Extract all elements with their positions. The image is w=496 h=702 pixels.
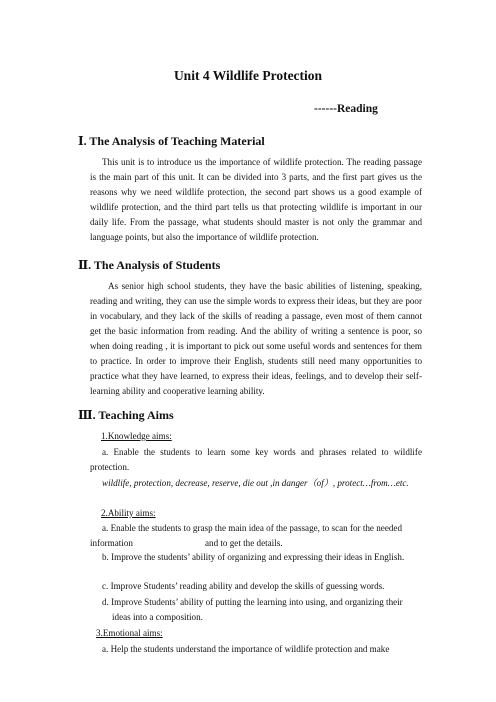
ability-aim-a-line2-start: information <box>90 538 133 548</box>
ability-aim-d-line1: d. Improve Students’ ability of putting the learning into using, and organizing their <box>102 597 403 607</box>
ability-aims-title: 2.Ability aims: <box>101 508 156 518</box>
emotional-aims-title: 3.Emotional aims: <box>96 628 163 638</box>
emotional-aim-a: a. Help the students understand the importance of wildlife protection and make <box>102 644 390 654</box>
section-heading-teaching-aims: Ⅲ. Teaching Aims <box>78 408 174 422</box>
ability-aim-a-line1: a. Enable the students to grasp the main idea of the passage, to scan for the needed <box>102 523 402 533</box>
ability-aim-d-line2: ideas into a composition. <box>112 612 203 622</box>
section-heading-students: Ⅱ. The Analysis of Students <box>78 258 221 272</box>
knowledge-key-words: wildlife, protection, decrease, reserve, die out ,in danger（of）, protect…from…etc. <box>102 478 409 488</box>
knowledge-aim-a: a. Enable the students to learn some key words and phrases related to wildlife protection. <box>90 447 422 472</box>
section-heading-teaching-material: Ⅰ. The Analysis of Teaching Material <box>78 134 265 148</box>
page-title: Unit 4 Wildlife Protection <box>173 68 323 83</box>
section-text-teaching-material: This unit is to introduce us the importance of wildlife protection. The reading passage is the main part of this unit. It can be divided into 3 parts, and the first part gives us the reasons why we need wildlife protection, the second part shows us a good example of wildlife protection, and the third part tells us that protecting wildlife is important in our daily life. From the passage, what students should master is not only the grammar and language points, but also the importance of wildlife protection. <box>90 157 422 242</box>
ability-aim-c: c. Improve Students’ reading ability and develop the skills of guessing words. <box>102 581 385 591</box>
knowledge-aims-title: 1.Knowledge aims: <box>101 431 172 441</box>
section-text-students: As senior high school students, they have the basic abilities of listening, speaking, reading and writing, they can use the simple words to express their ideas, but they are poor in vocabulary, and they lack of the skills of reading a passage, even most of them cannot get the basic information from reading. And the ability of writing a sentence is poor, so when doing reading , it is important to pick out some useful words and sentences for them to practice. In order to improve their English, students still need many opportunities to practice what they have learned, to express their ideas, feelings, and to develop their self-learning ability and cooperative learning ability. <box>90 281 422 396</box>
page-subtitle: ------Reading <box>314 103 378 115</box>
ability-aim-b: b. Improve the students’ ability of organizing and expressing their ideas in English. <box>102 552 405 562</box>
ability-aim-a-line2-end: and to get the details. <box>205 538 283 548</box>
